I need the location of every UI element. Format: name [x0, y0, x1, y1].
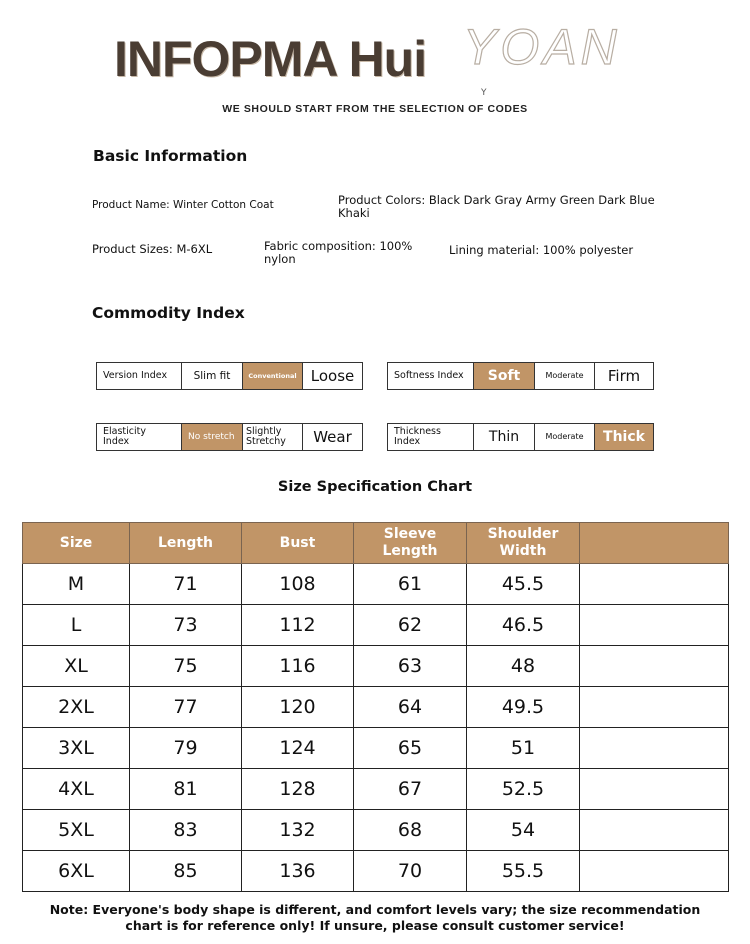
header-shoulder-width: Shoulder Width	[467, 523, 580, 564]
table-row	[23, 810, 729, 851]
table-row	[23, 728, 729, 769]
table-cell: 45.5	[467, 564, 580, 605]
table-cell: 83	[130, 810, 242, 851]
brand-logo: INFOPMA Hui	[114, 31, 427, 87]
softness-index-box	[387, 362, 654, 390]
table-cell-blank	[580, 810, 729, 851]
product-name: Product Name: Winter Cotton Coat	[92, 199, 274, 211]
elasticity-index-label: Elasticity Index	[97, 424, 182, 450]
fabric-composition: Fabric composition: 100% nylon	[264, 239, 413, 266]
table-cell: 124	[242, 728, 354, 769]
elasticity-option-slightly-stretchy: Slightly Stretchy	[243, 424, 303, 450]
table-cell: 2XL	[23, 687, 130, 728]
size-note-line2: chart is for reference only! If unsure, please consult customer service!	[125, 918, 625, 933]
thickness-index-box	[387, 423, 654, 451]
elasticity-option-no-stretch: No stretch	[182, 424, 243, 450]
table-row	[23, 851, 729, 892]
table-cell: 75	[130, 646, 242, 687]
table-cell: 46.5	[467, 605, 580, 646]
table-cell-blank	[580, 646, 729, 687]
thickness-option-moderate: Moderate	[535, 424, 595, 450]
thickness-option-thick: Thick	[595, 424, 653, 450]
table-cell: 6XL	[23, 851, 130, 892]
table-row	[23, 646, 729, 687]
table-cell: 79	[130, 728, 242, 769]
table-cell: XL	[23, 646, 130, 687]
table-cell: 71	[130, 564, 242, 605]
lining-material: Lining material: 100% polyester	[449, 243, 634, 257]
table-cell: 3XL	[23, 728, 130, 769]
table-cell-blank	[580, 605, 729, 646]
size-table	[22, 522, 729, 892]
header-size: Size	[23, 523, 130, 564]
table-cell: 70	[354, 851, 467, 892]
header-bust: Bust	[242, 523, 354, 564]
thickness-option-thin: Thin	[474, 424, 535, 450]
table-cell: 62	[354, 605, 467, 646]
table-cell: 52.5	[467, 769, 580, 810]
version-option-loose: Loose	[310, 367, 355, 385]
thickness-index-label: Thickness Index	[388, 424, 474, 450]
header-sleeve-length: Sleeve Length	[354, 523, 467, 564]
table-cell: 48	[467, 646, 580, 687]
table-cell-blank	[580, 687, 729, 728]
table-row	[23, 769, 729, 810]
basic-info-title: Basic Information	[93, 147, 248, 165]
table-row	[23, 687, 729, 728]
table-cell-blank	[580, 564, 729, 605]
table-cell: 73	[130, 605, 242, 646]
table-cell-blank	[580, 728, 729, 769]
table-cell: 85	[130, 851, 242, 892]
version-option-slim: Slim fit	[182, 363, 243, 389]
table-cell: 81	[130, 769, 242, 810]
table-cell: 54	[467, 810, 580, 851]
table-cell: 112	[242, 605, 354, 646]
table-row	[23, 605, 729, 646]
softness-option-firm: Firm	[607, 367, 641, 385]
table-cell-blank	[580, 769, 729, 810]
table-cell: 108	[242, 564, 354, 605]
brand-small-mark: Y	[481, 88, 487, 98]
size-note-line1: Note: Everyone's body shape is different, and comfort levels vary; the size recommendation	[49, 902, 701, 917]
table-cell: 67	[354, 769, 467, 810]
version-option-conventional: Conventional	[243, 363, 303, 389]
table-cell: 132	[242, 810, 354, 851]
table-cell: 63	[354, 646, 467, 687]
elasticity-option-wear: Wear	[313, 428, 352, 446]
softness-option-soft: Soft	[474, 363, 535, 389]
softness-index-label: Softness Index	[388, 363, 474, 389]
table-cell: 116	[242, 646, 354, 687]
version-index-label: Version Index	[97, 363, 182, 389]
softness-option-moderate: Moderate	[535, 363, 595, 389]
table-cell: 136	[242, 851, 354, 892]
table-cell: 68	[354, 810, 467, 851]
tagline: WE SHOULD START FROM THE SELECTION OF CODES	[222, 103, 528, 115]
table-cell: 65	[354, 728, 467, 769]
brand-logo-outline: YOAN	[463, 19, 621, 75]
table-cell: 61	[354, 564, 467, 605]
table-cell: 51	[467, 728, 580, 769]
table-cell: 77	[130, 687, 242, 728]
table-cell: M	[23, 564, 130, 605]
size-note	[0, 902, 750, 934]
version-index-box	[96, 362, 363, 390]
table-cell: 120	[242, 687, 354, 728]
elasticity-index-box	[96, 423, 363, 451]
product-colors: Product Colors: Black Dark Gray Army Green Dark Blue Khaki	[338, 193, 655, 220]
header-length: Length	[130, 523, 242, 564]
table-cell-blank	[580, 851, 729, 892]
size-chart-title: Size Specification Chart	[277, 479, 473, 495]
size-table-header-row	[23, 523, 729, 564]
table-cell: 4XL	[23, 769, 130, 810]
commodity-index-title: Commodity Index	[92, 304, 245, 322]
table-row	[23, 564, 729, 605]
table-cell: L	[23, 605, 130, 646]
header-blank	[580, 523, 729, 564]
product-sizes: Product Sizes: M-6XL	[92, 242, 213, 256]
table-cell: 49.5	[467, 687, 580, 728]
table-cell: 5XL	[23, 810, 130, 851]
table-cell: 55.5	[467, 851, 580, 892]
table-cell: 64	[354, 687, 467, 728]
table-cell: 128	[242, 769, 354, 810]
